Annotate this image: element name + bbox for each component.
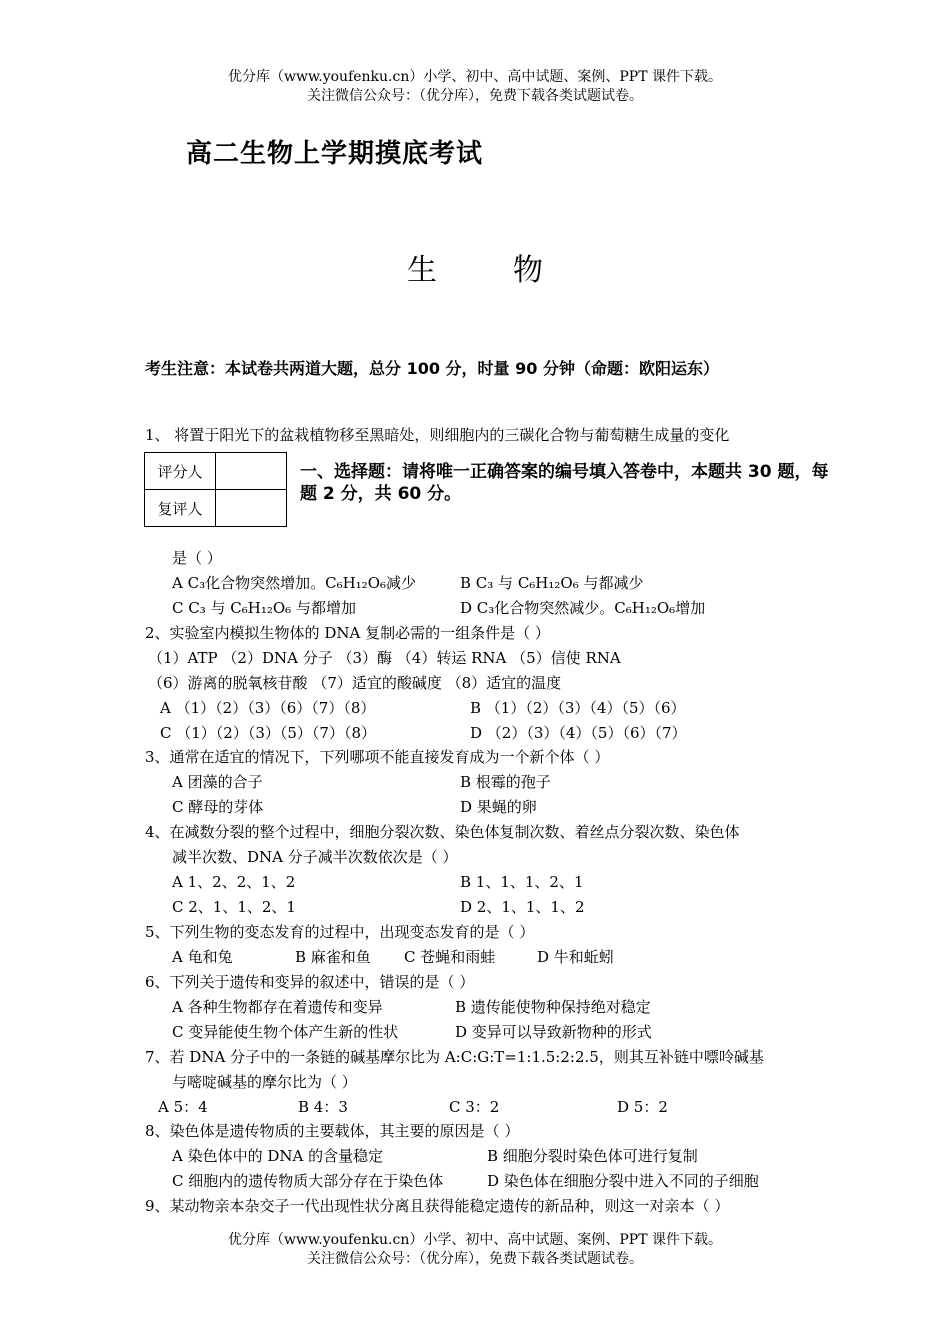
q7-option-b: B 4：3 [298, 1098, 348, 1116]
subject-char-2: 物 [513, 253, 543, 288]
q2-option-a: A （1）（2）（3）（6）（7）（8） [160, 699, 376, 717]
header-line-2: 关注微信公众号：（优分库），免费下载各类试题试卷。 [307, 88, 643, 104]
subject-heading [0, 245, 950, 289]
q5-option-c: C 苍蝇和雨蛙 [404, 948, 496, 966]
q8-stem: 8、染色体是遗传物质的主要载体，其主要的原因是（ ） [145, 1122, 520, 1140]
q5-option-d: D 牛和蚯蚓 [537, 948, 614, 966]
q4-option-c: C 2、1、1、2、1 [172, 898, 296, 916]
q8-option-b: B 细胞分裂时染色体可进行复制 [487, 1147, 698, 1165]
q6-option-c: C 变异能使生物个体产生新的性状 [172, 1023, 399, 1041]
reviewer-label: 复评人 [145, 490, 216, 527]
section-heading: 一、选择题：请将唯一正确答案的编号填入答卷中，本题共 30 题，每题 2 分，共 60 分。 [300, 462, 829, 504]
q1-stem: 1、 将置于阳光下的盆栽植物移至黑暗处，则细胞内的三碳化合物与葡萄糖生成量的变化 [145, 426, 730, 444]
q7-stem: 7、若 DNA 分子中的一条链的碱基摩尔比为 A:C:G:T=1:1.5:2:2.5，则其互补链中嘌呤碱基 [145, 1048, 764, 1066]
q8-option-d: D 染色体在细胞分裂中进入不同的子细胞 [487, 1172, 759, 1190]
q2-option-b: B （1）（2）（3）（4）（5）（6） [470, 699, 686, 717]
scorer-blank [216, 453, 287, 490]
q6-option-d: D 变异可以导致新物种的形式 [455, 1023, 652, 1041]
footer-line-1: 优分库（www.youfenku.cn）小学、初中、高中试题、案例、PPT 课件下载。 [227, 1232, 722, 1248]
q7-option-c: C 3：2 [449, 1098, 500, 1116]
q4-option-a: A 1、2、2、1、2 [172, 873, 296, 891]
q6-stem: 6、下列关于遗传和变异的叙述中，错误的是（ ） [145, 973, 475, 991]
q8-option-c: C 细胞内的遗传物质大部分存在于染色体 [172, 1172, 444, 1190]
q4-stem-cont: 减半次数、DNA 分子减半次数依次是（ ） [172, 848, 458, 866]
scorer-label: 评分人 [145, 453, 216, 490]
q3-option-a: A 团藻的合子 [172, 773, 263, 791]
exam-notice: 考生注意：本试卷共两道大题，总分 100 分，时量 90 分钟（命题：欧阳运东） [145, 359, 719, 378]
q9-stem: 9、某动物亲本杂交子一代出现性状分离且获得能稳定遗传的新品种，则这一对亲本（ ） [145, 1197, 730, 1215]
q1-stem-cont: 是（ ） [172, 549, 222, 567]
q5-option-a: A 龟和兔 [172, 948, 233, 966]
q2-option-d: D （2）（3）（4）（5）（6）（7） [470, 724, 687, 742]
q1-option-d: D C₃化合物突然减少。C₆H₁₂O₆增加 [460, 599, 706, 617]
q5-option-b: B 麻雀和鱼 [295, 948, 371, 966]
q8-option-a: A 染色体中的 DNA 的含量稳定 [172, 1147, 384, 1165]
q2-option-c: C （1）（2）（3）（5）（7）（8） [160, 724, 377, 742]
q1-option-b: B C₃ 与 C₆H₁₂O₆ 与都减少 [460, 574, 644, 592]
q3-option-b: B 根霉的孢子 [460, 773, 551, 791]
q4-stem: 4、在减数分裂的整个过程中，细胞分裂次数、染色体复制次数、着丝点分裂次数、染色体 [145, 823, 740, 841]
grader-table [144, 452, 287, 527]
q1-option-a: A C₃化合物突然增加。C₆H₁₂O₆减少 [172, 574, 417, 592]
q4-option-b: B 1、1、1、2、1 [460, 873, 584, 891]
q2-items-2: （6）游离的脱氧核苷酸 （7）适宜的酸碱度 （8）适宜的温度 [148, 674, 562, 692]
header-line-1: 优分库（www.youfenku.cn）小学、初中、高中试题、案例、PPT 课件下载。 [227, 69, 722, 85]
q3-option-d: D 果蝇的卵 [460, 798, 537, 816]
subject-char-1: 生 [407, 253, 437, 288]
q6-option-a: A 各种生物都存在着遗传和变异 [172, 998, 383, 1016]
q7-option-a: A 5：4 [158, 1098, 208, 1116]
q7-option-d: D 5：2 [617, 1098, 668, 1116]
q2-items-1: （1）ATP （2）DNA 分子 （3）酶 （4）转运 RNA （5）信使 RNA [148, 649, 621, 667]
footer-line-2: 关注微信公众号：（优分库），免费下载各类试题试卷。 [307, 1251, 643, 1267]
q3-stem: 3、通常在适宜的情况下，下列哪项不能直接发育成为一个新个体（ ） [145, 748, 610, 766]
reviewer-blank [216, 490, 287, 527]
q6-option-b: B 遗传能使物种保持绝对稳定 [455, 998, 651, 1016]
q4-option-d: D 2、1、1、1、2 [460, 898, 585, 916]
q3-option-c: C 酵母的芽体 [172, 798, 264, 816]
q5-stem: 5、下列生物的变态发育的过程中，出现变态发育的是（ ） [145, 923, 535, 941]
q2-stem: 2、实验室内模拟生物体的 DNA 复制必需的一组条件是（ ） [145, 624, 550, 642]
exam-title: 高二生物上学期摸底考试 [186, 139, 484, 169]
q7-stem-cont: 与嘧啶碱基的摩尔比为（ ） [172, 1073, 357, 1091]
q1-option-c: C C₃ 与 C₆H₁₂O₆ 与都增加 [172, 599, 356, 617]
